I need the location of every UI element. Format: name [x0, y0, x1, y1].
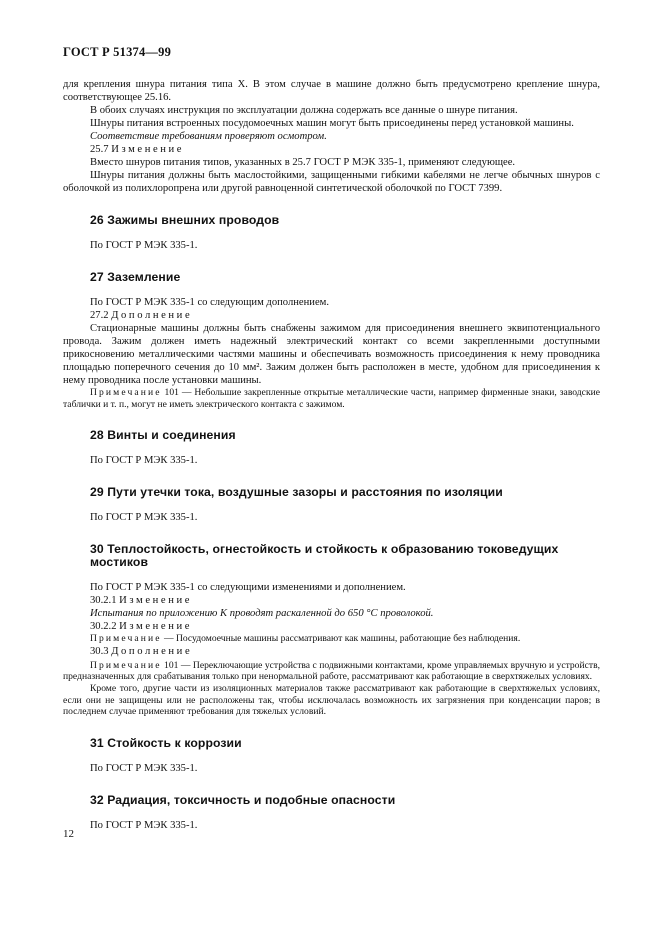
section-28-heading: 28 Винты и соединения	[90, 428, 236, 443]
section-27-body: Стационарные машины должны быть снабжены зажимом для присоединения внешнего эквипотенциального провода. Зажим должен иметь надежный электрический контакт со всеми закрепленными доступными прикосновению металлическими частями машины и обеспечивать возможность присоединения к нему проводника площадью поперечного сечения до 10 мм². Зажим должен быть расположен в месте, удобном для присоединения к нему проводника после установки машины.	[63, 323, 600, 386]
clause-number: 30.2.1	[90, 595, 117, 607]
clause-number: 30.2.2	[90, 621, 117, 633]
note-30-a	[63, 633, 600, 645]
document-body	[63, 78, 600, 832]
note-label: Примечание	[90, 659, 162, 671]
clause-30-3	[63, 645, 600, 658]
clause-number: 30.3	[90, 645, 109, 657]
note-27	[63, 387, 600, 410]
paragraph-instead: Вместо шнуров питания типов, указанных в 25.7 ГОСТ Р МЭК 335-1, применяют следующее.	[90, 157, 516, 168]
note-label: Примечание	[90, 387, 162, 398]
standard-header: ГОСТ Р 51374—99	[63, 45, 172, 59]
paragraph-instruction: В обоих случаях инструкция по эксплуатации должна содержать все данные о шнуре питания.	[90, 105, 518, 116]
section-30-heading: 30 Теплостойкость, огнестойкость и стойкость к образованию токоведущих мостиков	[90, 542, 559, 570]
note-text: 101 — Небольшие закрепленные открытые металлические части, например фирменные знаки, заводские таблички и т. п., могут не иметь электрического контакта с зажимом.	[63, 387, 600, 410]
note-text: — Посудомоечные машины рассматривают как машины, работающие без наблюдения.	[163, 633, 521, 645]
clause-label: Изменение	[119, 595, 193, 607]
note-text: 101 — Переключающие устройства с подвижными контактами, кроме управляемых вручную и устройств, предназначенных для срабатывания только при ненормальной работе, рассматривают как работающие в сверхтяжелых условиях.	[63, 659, 600, 683]
section-27-heading: 27 Заземление	[90, 270, 181, 284]
clause-label: Изменение	[111, 144, 185, 155]
section-32-heading: 32 Радиация, токсичность и подобные опасности	[90, 792, 396, 807]
clause-label: Дополнение	[111, 310, 193, 321]
section-28-text: По ГОСТ Р МЭК 335-1.	[90, 455, 198, 467]
clause-label: Дополнение	[111, 645, 193, 657]
paragraph-cords: Шнуры питания должны быть маслостойкими, защищенными гибкими кабелями не легче обычных шнуров с оболочкой из полихлоропрена или другой равноценной синтетической оболочкой по ГОСТ 7399.	[63, 170, 600, 194]
paragraph-continuation: для крепления шнура питания типа X. В этом случае в машине должно быть предусмотрено крепление шнура, соответствующее 25.16.	[63, 79, 600, 103]
section-30-text: По ГОСТ Р МЭК 335-1 со следующими изменениями и дополнением.	[90, 582, 406, 594]
clause-25-7	[63, 143, 600, 156]
note-30-c: Кроме того, другие части из изоляционных материалов также рассматривают как работающие в сверхтяжелых условиях, если они не защищены или не расположены так, чтобы исключалась возможность их загрязнения при конденсации паров; в последнем случае применяют требования для тяжелых условий.	[63, 682, 600, 718]
note-30-b	[63, 660, 600, 683]
clause-number: 27.2	[90, 310, 109, 321]
paragraph-compliance: Соответствие требованиям проверяют осмотром.	[90, 131, 327, 142]
clause-30-2-1-text: Испытания по приложению К проводят раскаленной до 650 °С проволокой.	[90, 608, 434, 620]
note-label: Примечание	[90, 633, 162, 645]
section-26-heading: 26 Зажимы внешних проводов	[90, 213, 280, 227]
section-31-text: По ГОСТ Р МЭК 335-1.	[90, 762, 198, 774]
section-32-text: По ГОСТ Р МЭК 335-1.	[90, 819, 198, 831]
clause-number: 25.7	[90, 144, 109, 155]
clause-30-2-1	[63, 594, 600, 607]
section-29-heading: 29 Пути утечки тока, воздушные зазоры и расстояния по изоляции	[90, 485, 503, 500]
section-27-text: По ГОСТ Р МЭК 335-1 со следующим дополнением.	[90, 297, 329, 308]
clause-30-2-2	[63, 620, 600, 633]
section-26-text: По ГОСТ Р МЭК 335-1.	[90, 240, 198, 251]
clause-27-2	[63, 309, 600, 322]
paragraph-built-in: Шнуры питания встроенных посудомоечных машин могут быть присоединены перед установкой машины.	[90, 118, 574, 129]
section-31-heading: 31 Стойкость к коррозии	[90, 735, 242, 750]
page-number: 12	[63, 828, 74, 840]
clause-label: Изменение	[119, 621, 193, 633]
section-29-text: По ГОСТ Р МЭК 335-1.	[90, 512, 198, 524]
